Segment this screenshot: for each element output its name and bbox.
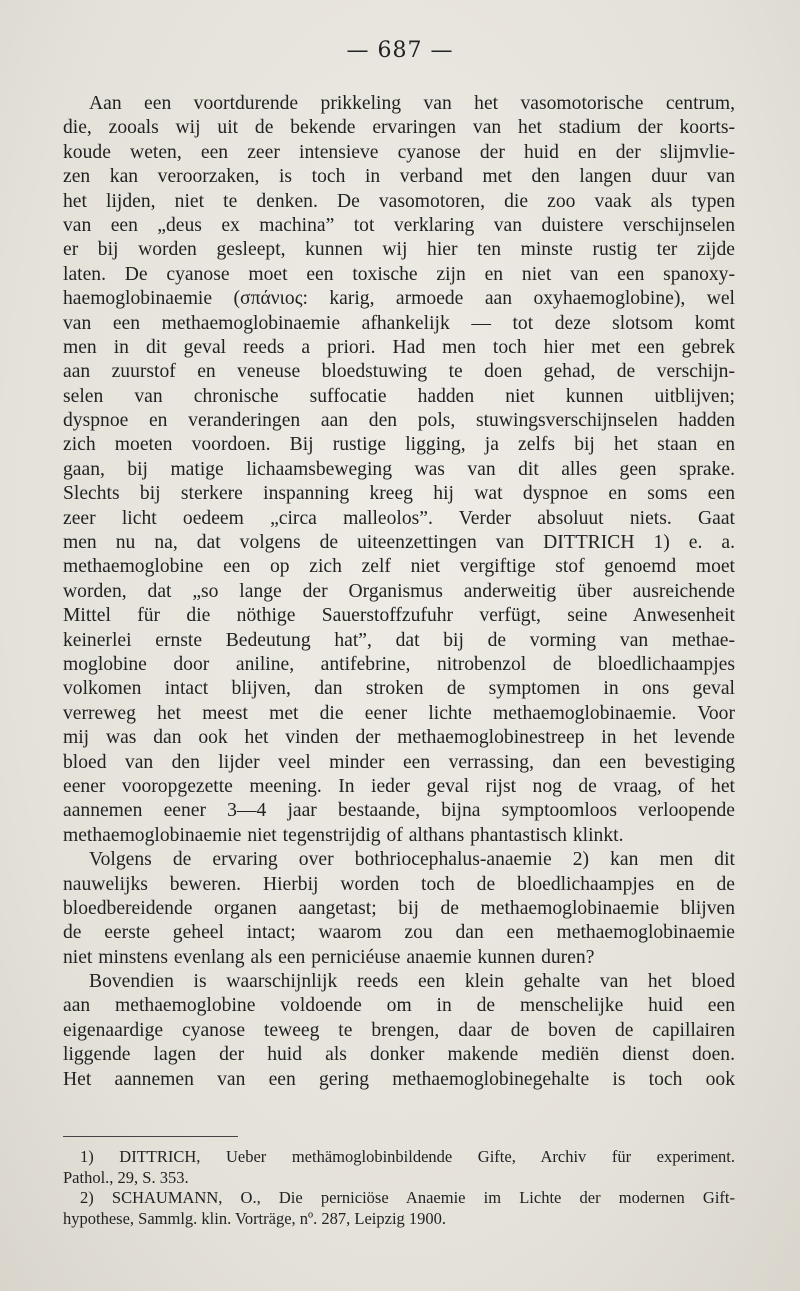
text-line: worden, dat „so lange der Organismus anderweitig über ausreichende [63,580,735,602]
text-line: nauwelijks beweren. Hierbij worden toch de bloedlichaampjes en de [63,873,735,895]
text-line: die, zooals wij uit de bekende ervaringen van het stadium der koorts- [63,117,735,139]
text-line: Slechts bij sterkere inspanning kreeg hij wat dyspnoe en soms een [63,483,735,505]
text-line: zeer licht oedeem „circa malleolos”. Verder absoluut niets. Gaat [63,507,735,529]
text-line: methaemoglobine een op zich zelf niet vergiftige stof genoemd moet [63,556,735,578]
text-line: eigenaardige cyanose teweeg te brengen, daar de boven de capillairen [63,1019,735,1041]
text-line: aan zuurstof en veneuse bloedstuwing te doen gehad, de verschijn- [63,361,735,383]
text-line: het lijden, niet te denken. De vasomotoren, die zoo vaak als typen [63,190,735,212]
text-line: aan methaemoglobine voldoende om in de menschelijke huid een [63,995,735,1017]
footnote-line: 2) SCHAUMANN, O., Die perniciöse Anaemie im Lichte der modernen Gift- [80,1188,735,1207]
text-line: Mittel für die nöthige Sauerstoffzufuhr verfügt, seine Anwesenheit [63,605,735,627]
text-line: de eerste geheel intact; waarom zou dan een methaemoglobinaemie [63,922,735,944]
text-line: selen van chronische suffocatie hadden niet kunnen uitblijven; [63,385,735,407]
text-line: Het aannemen van een gering methaemoglobinegehalte is toch ook [63,1068,735,1090]
footnote-divider [63,1136,238,1137]
text-line: men in dit geval reeds a priori. Had men toch hier met een gebrek [63,336,735,358]
text-line: moglobine door aniline, antifebrine, nitrobenzol de bloedlichaampjes [63,653,735,675]
footnote-line: 1) DITTRICH, Ueber methämoglobinbildende Gifte, Archiv für experiment. [80,1147,735,1166]
text-line: men nu na, dat volgens de uiteenzettingen van DITTRICH 1) e. a. [63,532,735,554]
text-line: niet minstens evenlang als een perniciéuse anaemie kunnen duren? [63,946,595,968]
text-line: gaan, bij matige lichaamsbeweging was van dit alles geen sprake. [63,458,735,480]
text-line: Bovendien is waarschijnlijk reeds een klein gehalte van het bloed [89,971,735,993]
text-line: keinerlei ernste Bedeutung hat”, dat bij de vorming van methae- [63,629,735,651]
text-line: verreweg het meest met die eener lichte methaemoglobinaemie. Voor [63,702,735,724]
footnote-line: Pathol., 29, S. 353. [63,1167,189,1187]
page-number: — 687 — [346,38,454,63]
text-line: zen kan veroorzaken, is toch in verband met den langen duur van [63,166,735,188]
text-line: haemoglobinaemie (σπάνιος: karig, armoede aan oxyhaemoglobine), wel [63,288,735,310]
text-line: laten. De cyanose moet een toxische zijn en niet van een spanoxy- [63,263,735,285]
text-line: mij was dan ook het vinden der methaemoglobinestreep in het levende [63,727,735,749]
text-line: bloed van den lijder veel minder een verrassing, dan een bevestiging [63,751,735,773]
text-line: dyspnoe en veranderingen aan den pols, stuwingsverschijnselen hadden [63,410,735,432]
text-line: Volgens de ervaring over bothriocephalus-anaemie 2) kan men dit [89,849,735,871]
text-line: bloedbereidende organen aangetast; bij de methaemoglobinaemie blijven [63,897,735,919]
footnote-line: hypothese, Sammlg. klin. Vorträge, nº. 287, Leipzig 1900. [63,1208,447,1228]
text-line: koude weten, een zeer intensieve cyanose der huid en der slijmvlie- [63,141,735,163]
text-line: zich moeten voordoen. Bij rustige ligging, ja zelfs bij het staan en [63,434,735,456]
text-line: eener vooropgezette meening. In ieder geval rijst nog de vraag, of het [63,775,735,797]
body-text [63,92,735,1092]
text-line: volkomen intact blijven, dan stroken de symptomen in ons geval [63,678,735,700]
footnotes [63,1147,735,1229]
text-line: liggende lagen der huid als donker makende mediën dienst doen. [63,1044,735,1066]
text-line: Aan een voortdurende prikkeling van het vasomotorische centrum, [89,93,735,114]
text-line: van een „deus ex machina” tot verklaring van duistere verschijnselen [63,214,735,236]
text-line: methaemoglobinaemie niet tegenstrijdig of althans phantastisch klinkt. [63,824,624,846]
text-line: aannemen eener 3—4 jaar bestaande, bijna symptoomloos verloopende [63,800,735,822]
text-line: er bij worden gesleept, kunnen wij hier ten minste rustig ter zijde [63,239,735,261]
text-line: van een methaemoglobinaemie afhankelijk — tot deze slotsom komt [63,312,735,334]
